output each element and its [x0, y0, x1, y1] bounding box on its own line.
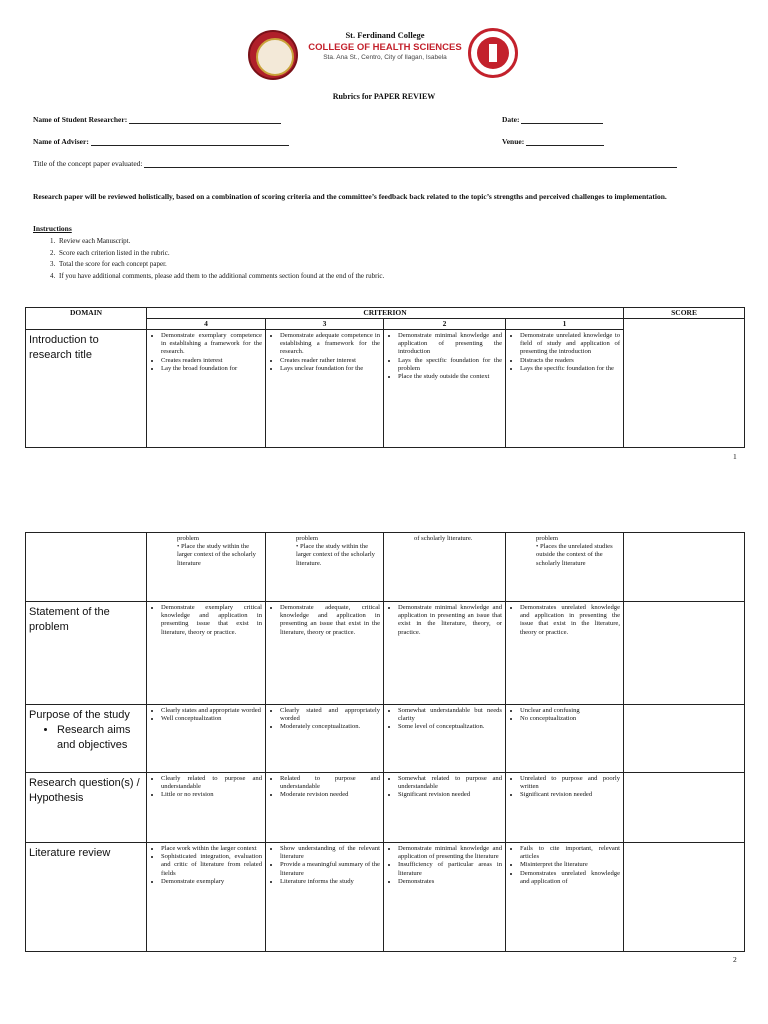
- score-cell[interactable]: [624, 533, 745, 602]
- criterion-cell: • Somewhat understandable but needs clarity • Some level of conceptualization.: [384, 705, 506, 773]
- criterion-cell: • Place work within the larger context • Sophisticated integration, evaluation and critic of literature from related fields • Demonstrate exemplary: [147, 843, 266, 952]
- criterion-cell: • Clearly states and appropriate worded • Well conceptualization: [147, 705, 266, 773]
- date-label: Date:: [502, 115, 520, 124]
- criterion-cell: • Demonstrate exemplary critical knowledge and application in presenting issue that exist in literature, theory or practice.: [147, 602, 266, 705]
- criterion-cell: • Fails to cite important, relevant articles • Misinterpret the literature • Demonstrates unrelated knowledge and application of: [506, 843, 624, 952]
- college-name: St. Ferdinand College: [345, 30, 425, 40]
- college-address: Sta. Ana St., Centro, City of Ilagan, Isabela: [323, 54, 447, 61]
- page-number: 1: [733, 452, 737, 461]
- criterion-cell: • Demonstrate exemplary competence in establishing a framework for the research. • Creates readers interest • Lay the broad foundation for: [147, 330, 266, 448]
- level-header: 1: [506, 319, 624, 330]
- score-cell[interactable]: [624, 843, 745, 952]
- domain-cell: Literature review: [26, 843, 147, 952]
- instruction-item: 3. Total the score for each concept paper.: [50, 260, 167, 268]
- domain-cell: Introduction to research title: [26, 330, 147, 448]
- table-row: [26, 533, 745, 602]
- level-header: 2: [384, 319, 506, 330]
- table-row: [26, 843, 745, 952]
- instructions-list: [50, 236, 384, 282]
- venue-label: Venue:: [502, 137, 525, 146]
- page-number: 2: [733, 955, 737, 964]
- criterion-cell: • Demonstrate minimal knowledge and application in presenting an issue that exist in the literature, theory, or practice.: [384, 602, 506, 705]
- domain-cell: Research question(s) / Hypothesis: [26, 773, 147, 843]
- criterion-cell: problem • Places the unrelated studies outside the context of the scholarly literature: [506, 533, 624, 602]
- criterion-cell: • Demonstrate minimal knowledge and application of presenting the literature • Insufficiency of particular areas in literature • Demonstrates: [384, 843, 506, 952]
- level-header: 4: [147, 319, 266, 330]
- concept-paper-label: Title of the concept paper evaluated:: [33, 159, 143, 168]
- criterion-cell: • Demonstrate minimal knowledge and application of presenting the introduction • Lays the specific foundation for the problem • Place the study outside the context: [384, 330, 506, 448]
- school-name: COLLEGE OF HEALTH SCIENCES: [308, 42, 462, 53]
- criterion-header: CRITERION: [147, 308, 624, 319]
- date-blank[interactable]: [521, 115, 603, 124]
- criterion-cell: problem • Place the study within the larger context of the scholarly literature: [147, 533, 266, 602]
- criterion-cell: of scholarly literature.: [384, 533, 506, 602]
- domain-cell: Purpose of the study • Research aims and objectives: [26, 705, 147, 773]
- student-researcher-blank[interactable]: [129, 115, 281, 124]
- criterion-cell: • Demonstrate unrelated knowledge to field of study and application of presenting the introduction • Distracts the readers • Lays the specific foundation for the: [506, 330, 624, 448]
- criterion-cell: • Show understanding of the relevant literature • Provide a meaningful summary of the literature • Literature informs the study: [266, 843, 384, 952]
- table-row: [26, 705, 745, 773]
- instruction-item: 4. If you have additional comments, please add them to the additional comments section found at the end of the rubric.: [50, 271, 385, 280]
- concept-paper-blank[interactable]: [144, 159, 677, 168]
- score-header: SCORE: [624, 308, 745, 319]
- venue-blank[interactable]: [526, 137, 604, 146]
- adviser-blank[interactable]: [91, 137, 289, 146]
- criterion-cell: • Clearly stated and appropriately worded • Moderately conceptualization.: [266, 705, 384, 773]
- adviser-field: [33, 137, 289, 146]
- venue-field: [502, 137, 604, 146]
- adviser-label: Name of Adviser:: [33, 137, 89, 146]
- student-researcher-field: [33, 115, 281, 124]
- criterion-cell: • Demonstrate adequate, critical knowledge and application in presenting an issue that exist in the literature, theory or practice.: [266, 602, 384, 705]
- score-cell[interactable]: [624, 319, 745, 448]
- criterion-cell: • Unrelated to purpose and poorly written • Significant revision needed: [506, 773, 624, 843]
- score-cell[interactable]: [624, 602, 745, 705]
- college-seal-left: [248, 30, 298, 80]
- instruction-item: 2. Score each criterion listed in the rubric.: [50, 248, 170, 257]
- criterion-cell: • Demonstrates unrelated knowledge and application in presenting the issue that exist in the literature, theory or practice.: [506, 602, 624, 705]
- domain-cell: [26, 533, 147, 602]
- score-cell[interactable]: [624, 705, 745, 773]
- student-researcher-label: Name of Student Researcher:: [33, 115, 128, 124]
- date-field: [502, 115, 603, 124]
- criterion-cell: • Related to purpose and understandable • Moderate revision needed: [266, 773, 384, 843]
- department-seal-right: [468, 28, 518, 78]
- instructions-heading: Instructions: [33, 224, 72, 233]
- page-title: Rubrics for PAPER REVIEW: [332, 92, 436, 101]
- rubric-table-page2: [25, 532, 745, 952]
- criterion-cell: • Demonstrate adequate competence in establishing a framework for the research. • Creates reader rather interest • Lays unclear foundation for the: [266, 330, 384, 448]
- table-row: [26, 773, 745, 843]
- instruction-item: 1. Review each Manuscript.: [50, 237, 131, 245]
- criterion-cell: • Somewhat related to purpose and understandable • Significant revision needed: [384, 773, 506, 843]
- domain-header: DOMAIN: [26, 308, 147, 330]
- criterion-cell: problem • Place the study within the larger context of the scholarly literature.: [266, 533, 384, 602]
- concept-paper-field: [33, 159, 677, 168]
- criterion-cell: • Clearly related to purpose and understandable • Little or no revision: [147, 773, 266, 843]
- criterion-cell: • Unclear and confusing • No conceptualization: [506, 705, 624, 773]
- rubric-table-page1: [25, 307, 745, 448]
- table-row: [26, 602, 745, 705]
- level-header: 3: [266, 319, 384, 330]
- domain-cell: Statement of the problem: [26, 602, 147, 705]
- intro-paragraph: Research paper will be reviewed holistically, based on a combination of scoring criteria and the committee’s feedback back related to the topic’s strengths and perceived challenges to implementation.: [33, 192, 667, 201]
- score-cell[interactable]: [624, 773, 745, 843]
